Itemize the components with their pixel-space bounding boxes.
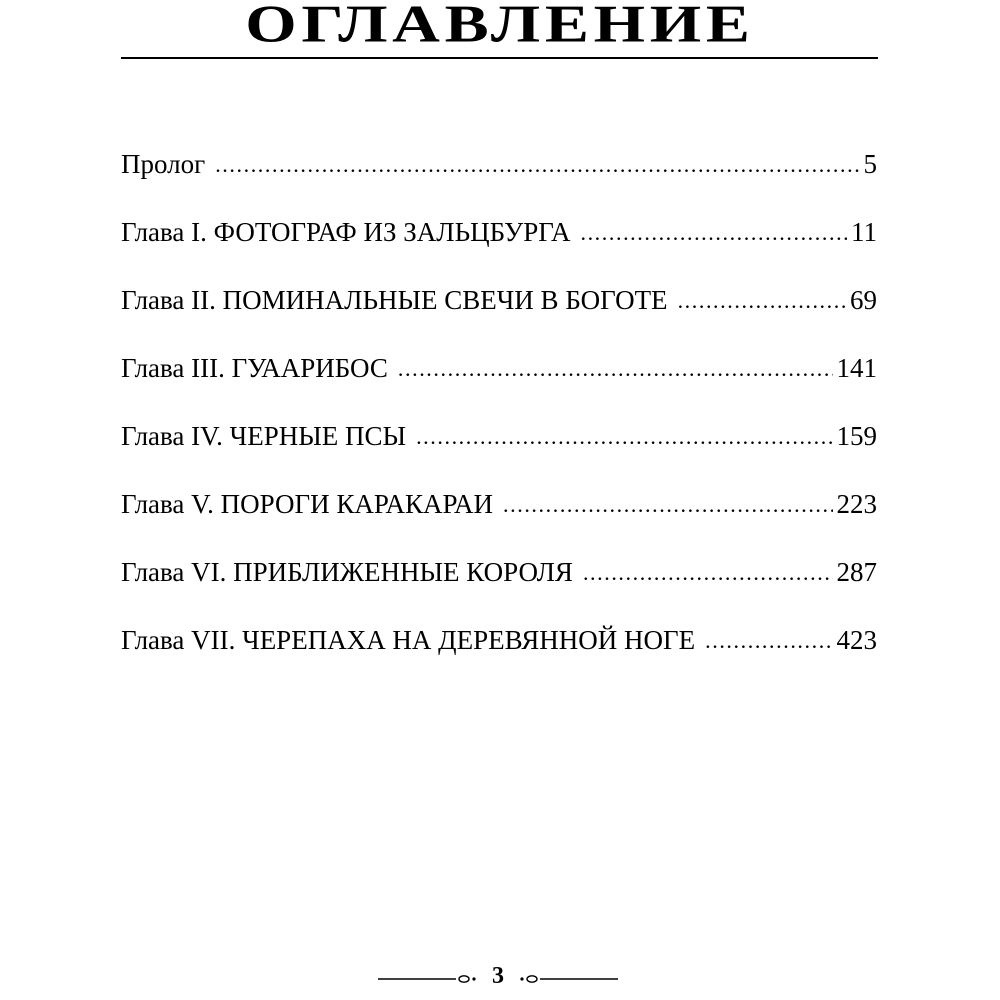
toc-entry-chapter-1[interactable] xyxy=(121,209,877,277)
toc-entry-label: Глава VI. ПРИБЛИЖЕННЫЕ КОРОЛЯ xyxy=(121,557,573,587)
toc-entry-chapter-7[interactable] xyxy=(121,617,877,685)
page-number: 3 xyxy=(492,963,504,989)
toc-entry-page: 287 xyxy=(836,557,877,587)
dot-leader xyxy=(580,210,847,256)
toc-entry-label: Глава IV. ЧЕРНЫЕ ПСЫ xyxy=(121,421,407,451)
dot-leader xyxy=(705,618,832,664)
dot-leader xyxy=(416,414,832,460)
toc-entry-prologue[interactable] xyxy=(121,141,877,209)
left-ornament-icon xyxy=(378,973,478,985)
toc-entry-chapter-6[interactable] xyxy=(121,549,877,617)
toc-entry-page: 69 xyxy=(850,285,877,315)
toc-entry-chapter-4[interactable] xyxy=(121,413,877,481)
dot-leader xyxy=(215,142,859,188)
toc-entry-chapter-5[interactable] xyxy=(121,481,877,549)
dot-leader xyxy=(678,278,846,324)
table-of-contents xyxy=(121,141,877,685)
right-ornament-icon xyxy=(518,973,618,985)
toc-entry-chapter-3[interactable] xyxy=(121,345,877,413)
toc-entry-label: Пролог xyxy=(121,149,206,179)
toc-entry-label: Глава II. ПОМИНАЛЬНЫЕ СВЕЧИ В БОГОТЕ xyxy=(121,285,668,315)
page-footer xyxy=(0,958,1000,998)
toc-entry-label: Глава V. ПОРОГИ КАРАКАРАИ xyxy=(121,489,494,519)
toc-entry-label: Глава I. ФОТОГРАФ ИЗ ЗАЛЬЦБУРГА xyxy=(121,217,571,247)
toc-entry-label: Глава III. ГУААРИБОС xyxy=(121,353,388,383)
title-divider xyxy=(121,57,878,59)
toc-entry-page: 159 xyxy=(836,421,877,451)
page-title: ОГЛАВЛЕНИЕ xyxy=(245,0,755,55)
toc-entry-page: 223 xyxy=(836,489,877,519)
dot-leader xyxy=(583,550,833,596)
toc-entry-page: 423 xyxy=(836,625,877,655)
dot-leader xyxy=(503,482,832,528)
toc-entry-label: Глава VII. ЧЕРЕПАХА НА ДЕРЕВЯННОЙ НОГЕ xyxy=(121,625,696,655)
toc-entry-page: 11 xyxy=(851,217,877,247)
toc-entry-page: 5 xyxy=(863,149,877,179)
dot-leader xyxy=(398,346,833,392)
toc-entry-page: 141 xyxy=(836,353,877,383)
toc-entry-chapter-2[interactable] xyxy=(121,277,877,345)
